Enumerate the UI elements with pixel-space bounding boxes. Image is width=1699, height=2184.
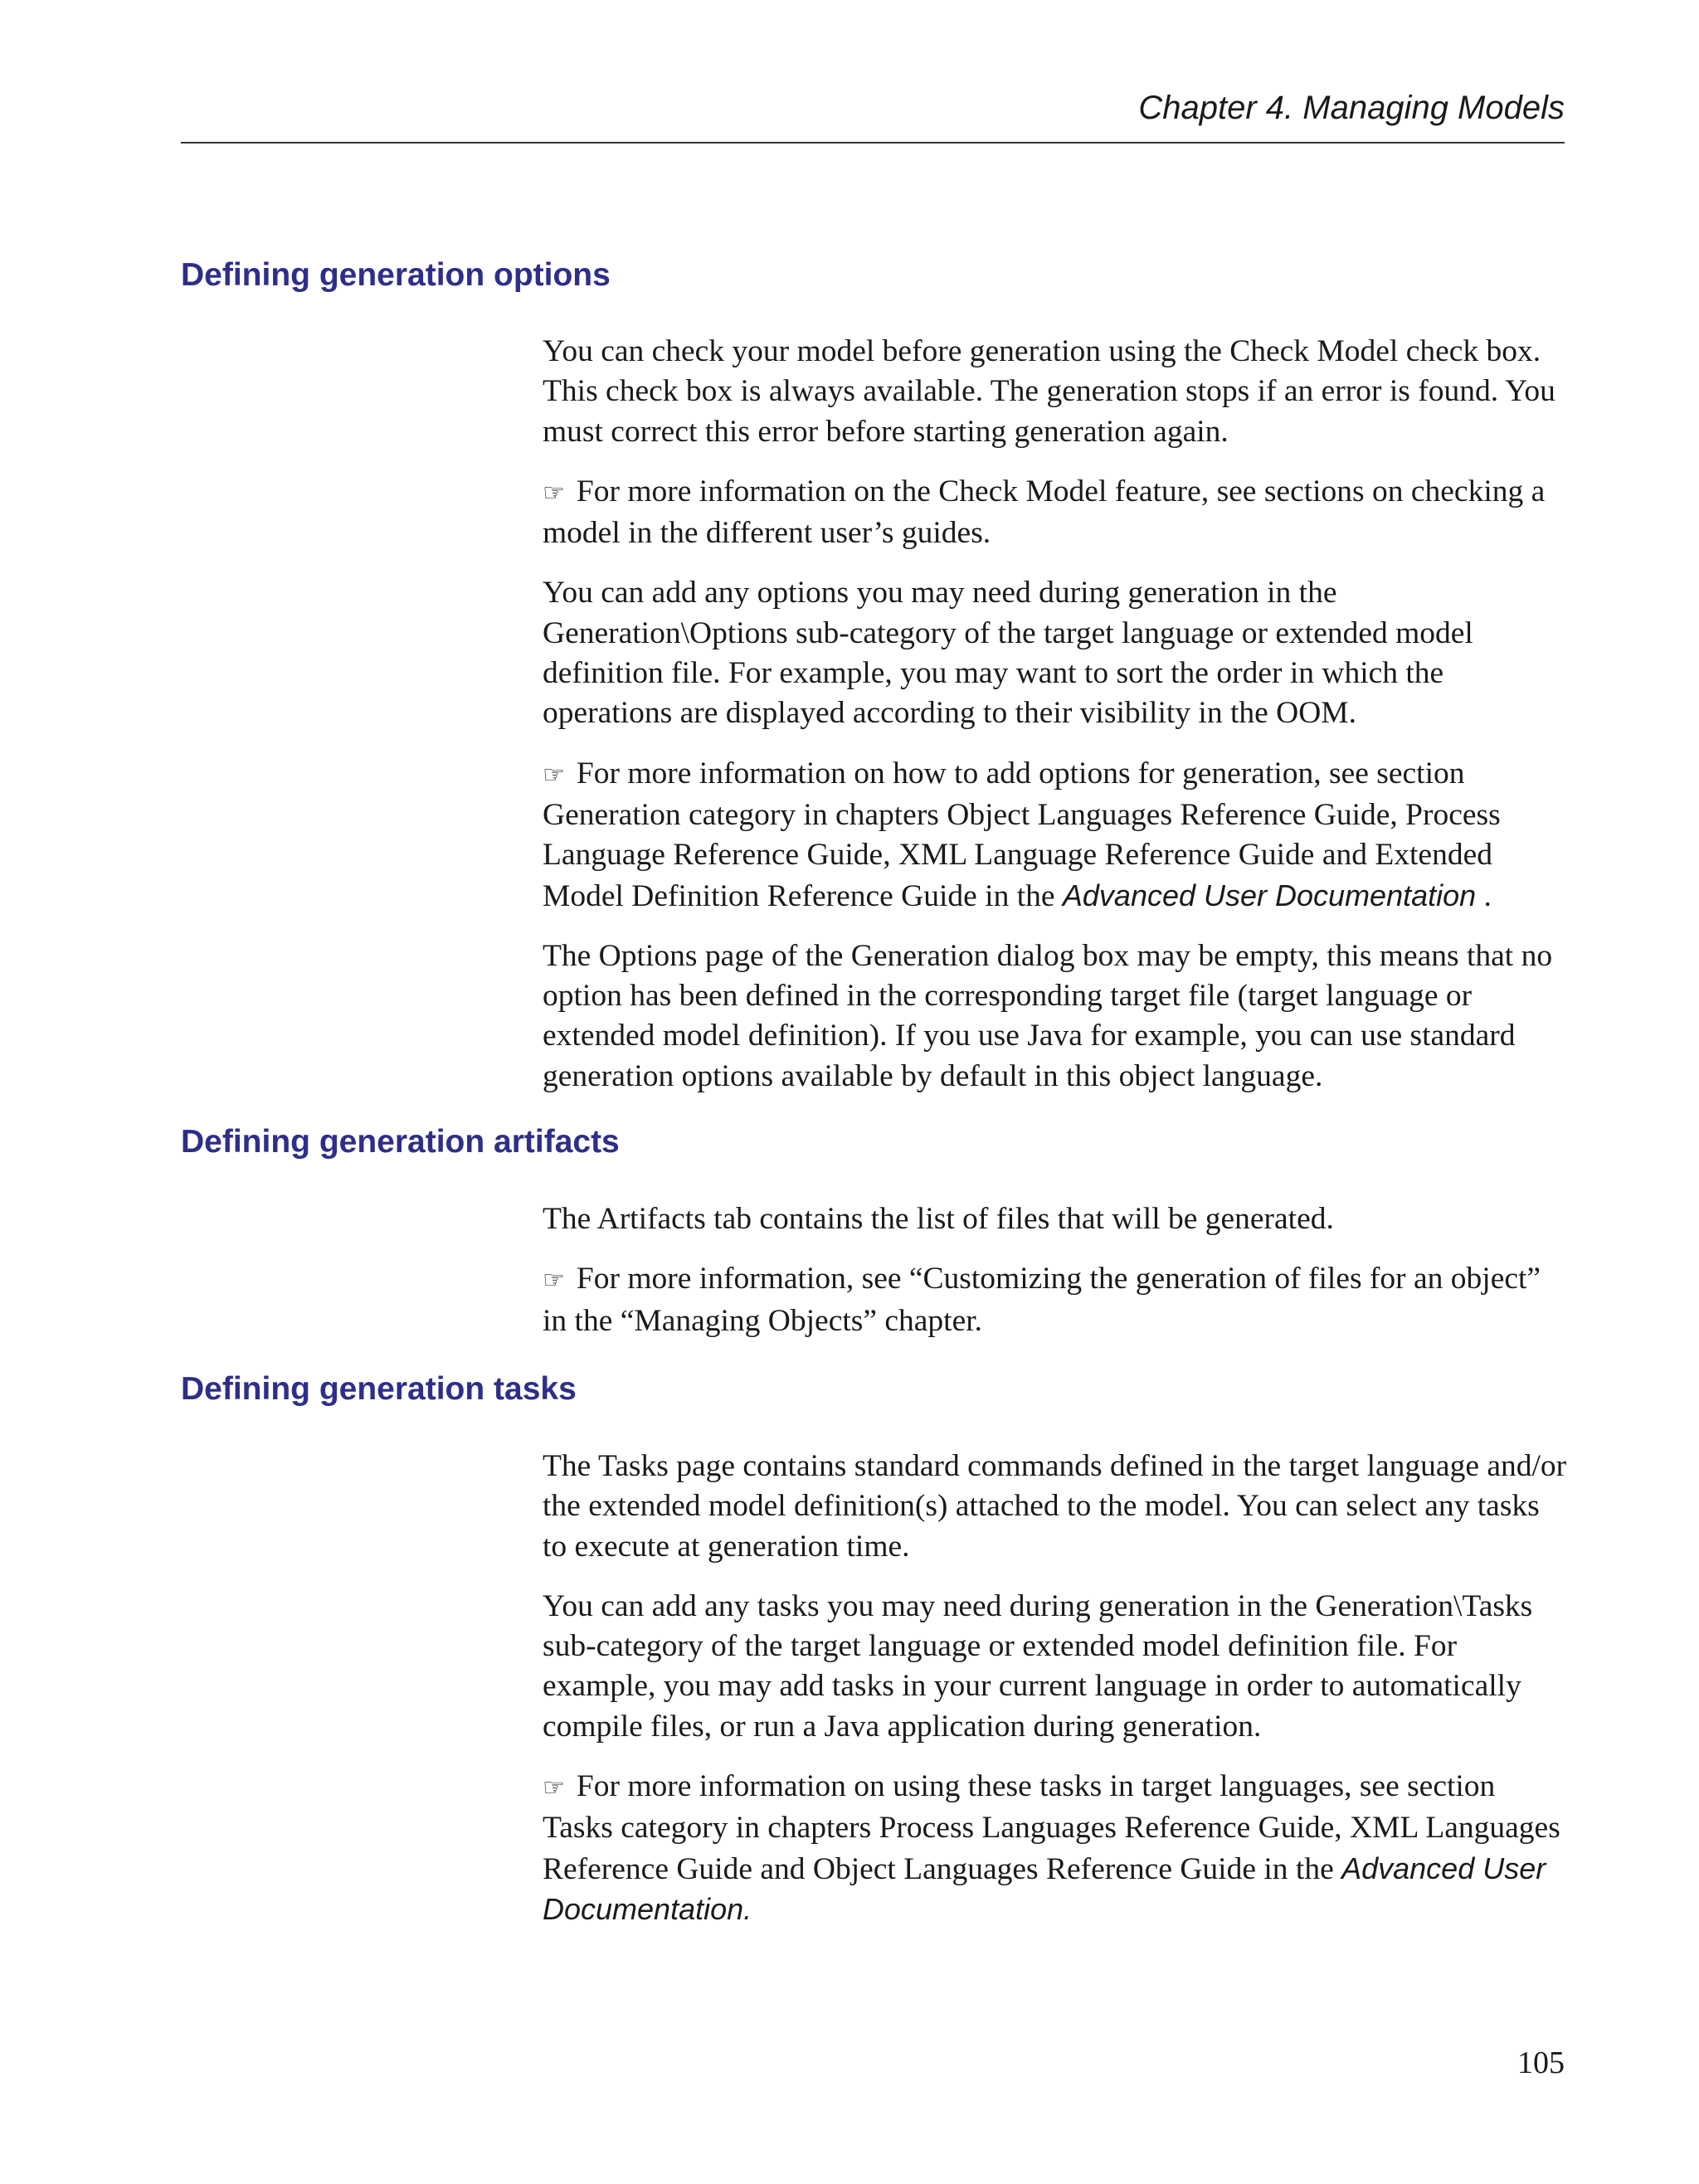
note-paragraph [543,472,1571,554]
section-body-generation-options [543,332,1571,1116]
note-end: . [1476,878,1492,913]
note-paragraph [543,1259,1571,1341]
note-text: For more information, see “Customizing the generation of files for an object” in the “Managing Objects” chapter. [543,1262,1541,1338]
paragraph: You can add any options you may need during generation in the Generation\Options sub-category of the target language or extended model definition file. For example, you may want to sort the order in which the operations are displayed according to their visibility in the OOM. [543,576,1473,731]
note-paragraph [543,754,1571,917]
page-number: 105 [1517,2045,1565,2080]
paragraph: The Tasks page contains standard commands defined in the target language and/or the extended model definition(s) attached to the model. You can select any tasks to execute at generation time. [543,1449,1567,1564]
running-header: Chapter 4. Managing Models [1138,90,1565,126]
note-text: For more information on using these tasks in target languages, see section Tasks category in chapters Process Languages Reference Guide, XML Languages Reference Guide and Object Languages Reference Guide in the [543,1769,1560,1886]
section-body-generation-tasks [543,1447,1571,1950]
paragraph: The Options page of the Generation dialog box may be empty, this means that no option has been defined in the corresponding target file (target language or extended model definition). If you use Java for example, you can use standard generation options available by default in this object language. [543,938,1553,1093]
paragraph: The Artifacts tab contains the list of files that will be generated. [543,1202,1334,1236]
header-rule [181,142,1565,143]
pointing-hand-icon: ☞ [543,1773,565,1803]
pointing-hand-icon: ☞ [543,760,565,790]
section-heading-generation-tasks: Defining generation tasks [181,1371,577,1407]
doc-reference: Advanced User Documentation [1062,878,1477,912]
note-paragraph [543,1767,1571,1930]
doc-reference: Advanced User Documentation. [543,1851,1546,1926]
section-heading-generation-options: Defining generation options [181,257,611,293]
paragraph: You can add any tasks you may need during generation in the Generation\Tasks sub-category of the target language or extended model definition file. For example, you may add tasks in your current language in order to automatically compile files, or run a Java application during generation. [543,1588,1533,1744]
section-body-generation-artifacts [543,1199,1571,1361]
paragraph: You can check your model before generation using the Check Model check box. This check box is always available. The generation stops if an error is found. You must correct this error before starting generation again. [543,334,1555,449]
section-heading-generation-artifacts: Defining generation artifacts [181,1124,620,1160]
note-text: For more information on the Check Model feature, see sections on checking a model in the different user’s guides. [543,474,1546,551]
pointing-hand-icon: ☞ [543,1266,565,1296]
pointing-hand-icon: ☞ [543,478,565,508]
note-text: For more information on how to add options for generation, see section Generation category in chapters Object Languages Reference Guide, Process Language Reference Guide, XML Language Reference Guide and Extended Model Definition Reference Guide in the [543,756,1501,913]
